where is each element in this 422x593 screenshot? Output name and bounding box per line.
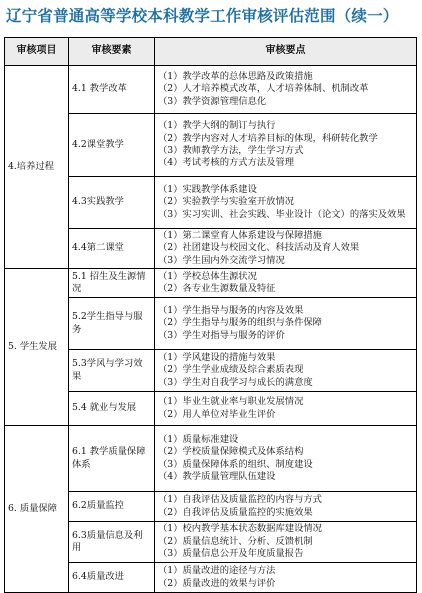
table-row (5, 426, 417, 492)
audit-point-item: （2）学生指导与服务的组织与条件保障 (158, 317, 322, 329)
audit-element-cell: 5.1 招生及生源情况 (69, 269, 155, 298)
audit-point-item: （2）学校质量保障模式及体系结构 (158, 446, 304, 458)
audit-element-cell: 6.1 教学质量保障体系 (69, 426, 155, 492)
audit-element-cell: 4.2课堂教学 (69, 114, 155, 177)
header-element: 审核要素 (69, 38, 155, 66)
page-title: 辽宁省普通高等学校本科教学工作审核评估范围（续一） (6, 6, 399, 25)
table-row (5, 269, 417, 298)
audit-point-item: （4）考试考核的方式方法及管理 (158, 157, 295, 169)
audit-point-item: （3）教师教学方法，学生学习方式 (158, 145, 304, 156)
table-row (5, 66, 417, 114)
audit-project-cell: 4.培养过程 (5, 66, 69, 269)
audit-point-item: （1）教学改革的总体思路及政策措施 (158, 70, 313, 82)
header-points: 审核要点 (155, 38, 417, 66)
audit-element-cell: 4.3实践教学 (69, 177, 155, 229)
audit-point-item: （2）自我评估及质量监控的实施效果 (158, 506, 313, 518)
audit-point-item: （1）毕业生就业率与职业发展情况 (158, 396, 304, 408)
audit-point-item: （1）教学大纲的制订与执行 (158, 120, 276, 132)
audit-point-item: （3）教学资源管理信息化 (158, 95, 267, 107)
audit-project-cell: 5. 学生发展 (5, 269, 69, 426)
audit-element-cell: 5.2学生指导与服务 (69, 298, 155, 350)
audit-point-item: （1）学生指导与服务的内容及效果 (158, 304, 304, 316)
audit-points-cell (155, 269, 417, 298)
audit-point-item: （3）质量信息公开及年度质量报告 (158, 548, 304, 560)
audit-point-item: （2）质量信息统计、分析、反馈机制 (158, 535, 313, 547)
audit-element-cell: 6.2质量监控 (69, 492, 155, 522)
audit-points-cell (155, 114, 417, 177)
audit-element-cell: 5.3学风与学习效果 (69, 350, 155, 392)
audit-point-item: （2）质量改进的效果与评价 (158, 577, 276, 589)
audit-point-item: （1）学风建设的措施与效果 (158, 351, 276, 363)
audit-element-cell: 6.4质量改进 (69, 563, 155, 593)
audit-points-cell (155, 426, 417, 492)
header-project: 审核项目 (5, 38, 69, 66)
audit-points-cell (155, 350, 417, 392)
audit-points-cell (155, 66, 417, 114)
audit-point-item: （1）实践教学体系建设 (158, 183, 257, 195)
audit-point-item: （3）学生国内外交流学习情况 (158, 254, 285, 266)
audit-project-cell: 6. 质量保障 (5, 426, 69, 593)
audit-point-item: （1）第二课堂育人体系建设与保障措施 (158, 229, 322, 241)
audit-point-item: （2）社团建设与校园文化、科技活动及育人效果 (158, 242, 360, 254)
audit-element-cell: 6.3质量信息及利用 (69, 522, 155, 563)
audit-element-cell: 4.4第二课堂 (69, 229, 155, 269)
audit-points-cell (155, 229, 417, 269)
audit-point-item: （2）人才培养模式改革，人才培养体制、机制改革 (158, 83, 369, 95)
audit-points-cell (155, 298, 417, 350)
audit-point-item: （1）校内教学基本状态数据库建设情况 (158, 523, 322, 535)
audit-point-item: （1）质量标准建设 (158, 433, 239, 445)
audit-points-cell (155, 392, 417, 426)
audit-point-item: （2）各专业生源数量及特征 (158, 283, 276, 294)
review-scope-table (4, 37, 417, 593)
audit-point-item: （2）实验教学与实验室开放情况 (158, 196, 295, 208)
audit-points-cell (155, 563, 417, 593)
audit-points-cell (155, 177, 417, 229)
table-header-row (5, 38, 417, 66)
audit-point-item: （2）学生学业成绩及综合素质表现 (158, 364, 304, 376)
audit-point-item: （3）质量保障体系的组织、制度建设 (158, 458, 313, 470)
audit-points-cell (155, 492, 417, 522)
audit-point-item: （3）学生对指导与服务的评价 (158, 329, 285, 341)
audit-point-item: （2）用人单位对毕业生评价 (158, 408, 276, 420)
audit-point-item: （4）教学质量管理队伍建设 (158, 470, 276, 482)
audit-points-cell (155, 522, 417, 563)
audit-element-cell: 4.1 教学改革 (69, 66, 155, 114)
audit-point-item: （3）学生对自我学习与成长的满意度 (158, 376, 313, 388)
audit-point-item: （2）教学内容对人才培养目标的体现，科研转化教学 (158, 132, 378, 144)
table-body (5, 66, 417, 593)
audit-point-item: （3）实习实训、社会实践、毕业设计（论文）的落实及效果 (158, 208, 406, 220)
audit-point-item: （1）自我评估及质量监控的内容与方式 (158, 494, 322, 506)
audit-element-cell: 5.4 就业与发展 (69, 392, 155, 426)
audit-point-item: （1）学校总体生源状况 (158, 270, 257, 282)
audit-point-item: （1）质量改进的途径与方法 (158, 565, 276, 577)
